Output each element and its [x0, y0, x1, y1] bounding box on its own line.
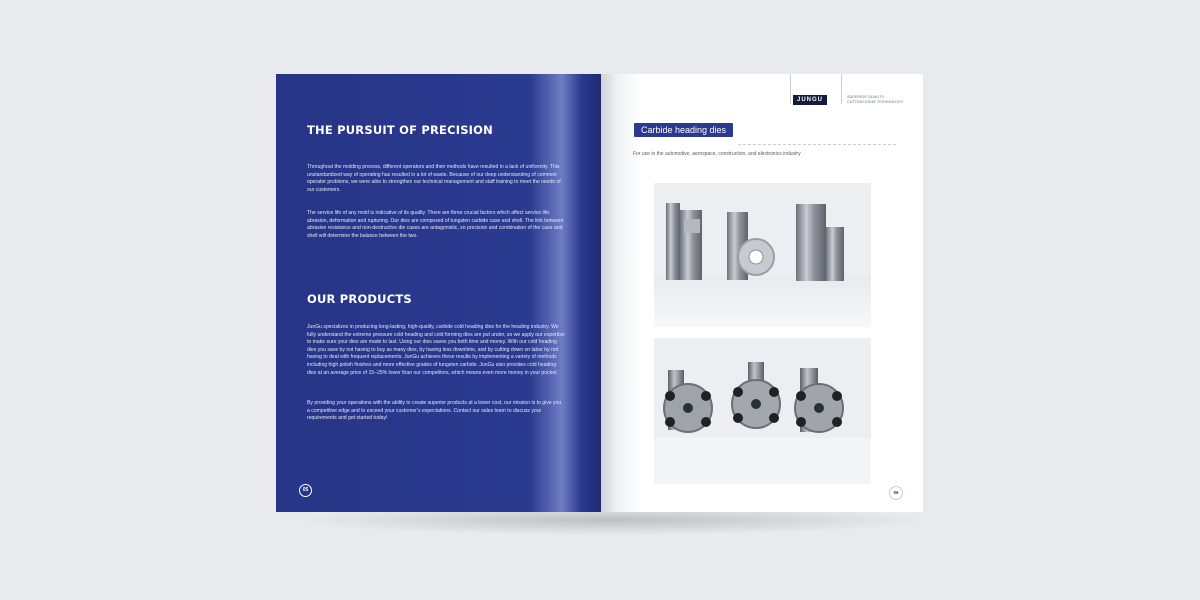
tagline-line-2: CUTTING-EDGE TECHNOLOGY — [847, 100, 904, 104]
carbide-dies-photo-2 — [654, 338, 871, 484]
precision-paragraph-2: The service life of any mold is indicative of its quality. There are three crucial factors which affect service life: abrasion, deformation and rupturing. Our dies are composed of tungsten carbide case and shell. The link between abrasive resistance and non-destructive die cases are antagonistic, so precision and combination of the case and shell will determine the balance between the two. — [307, 210, 564, 239]
header-divider — [790, 74, 791, 104]
tagline-line-1: SUPERIOR QUALITY, — [847, 95, 885, 99]
tagline — [847, 95, 917, 105]
page-number-left: 05 — [299, 484, 312, 497]
jungu-logo: JUNGU — [793, 95, 827, 105]
right-page — [601, 74, 923, 512]
page-number-right: 06 — [889, 486, 903, 500]
precision-paragraph-1: Throughout the molding process, different operators and their methods have resulted in a lack of uniformity. This unstandardized way of operating has resulted in a lot of waste. Because of our deep understanding of common operator problems, we were able to strengthen our technical management and staff training to meet the needs of our customers. — [307, 164, 561, 193]
section-subtitle: For use in the automotive, aerospace, construction, and electronics industry — [633, 151, 801, 157]
header-divider — [841, 74, 842, 104]
products-paragraph-2: By providing your operations with the ability to create superior products at a lower cost, our mission is to give you a competitive edge and to exceed your customer’s expectations. Contact our sales team to discuss your requirements and get started today! — [307, 400, 562, 422]
products-paragraph-1: JunGu specializes in producing long-lasting, high-quality, carbide cold heading dies for the heading industry. We fully understand the extreme pressure cold heading and cold forming dies are put under, so we apply our expertise to make sure your dies are made to last. Using our dies saves you both time and money. With our cold heading dies you save by not having to buy as many dies, by having less downtime, and by cutting down on labor by not having to deal with frequent replacements. JunGu achieves these results by implementing a variety of methods including high polish finishes and more effective grades of tungsten carbide. JunGu also provides cold heading dies at an average price of 15–25% lower than our competitors, which means even more money in your pocket. — [307, 324, 565, 376]
heading-our-products: OUR PRODUCTS — [307, 292, 412, 306]
carbide-dies-photo-1 — [654, 183, 871, 327]
heading-pursuit-of-precision: THE PURSUIT OF PRECISION — [307, 123, 493, 137]
section-badge: Carbide heading dies — [634, 123, 733, 137]
left-page — [276, 74, 601, 512]
dashed-divider — [738, 144, 896, 145]
